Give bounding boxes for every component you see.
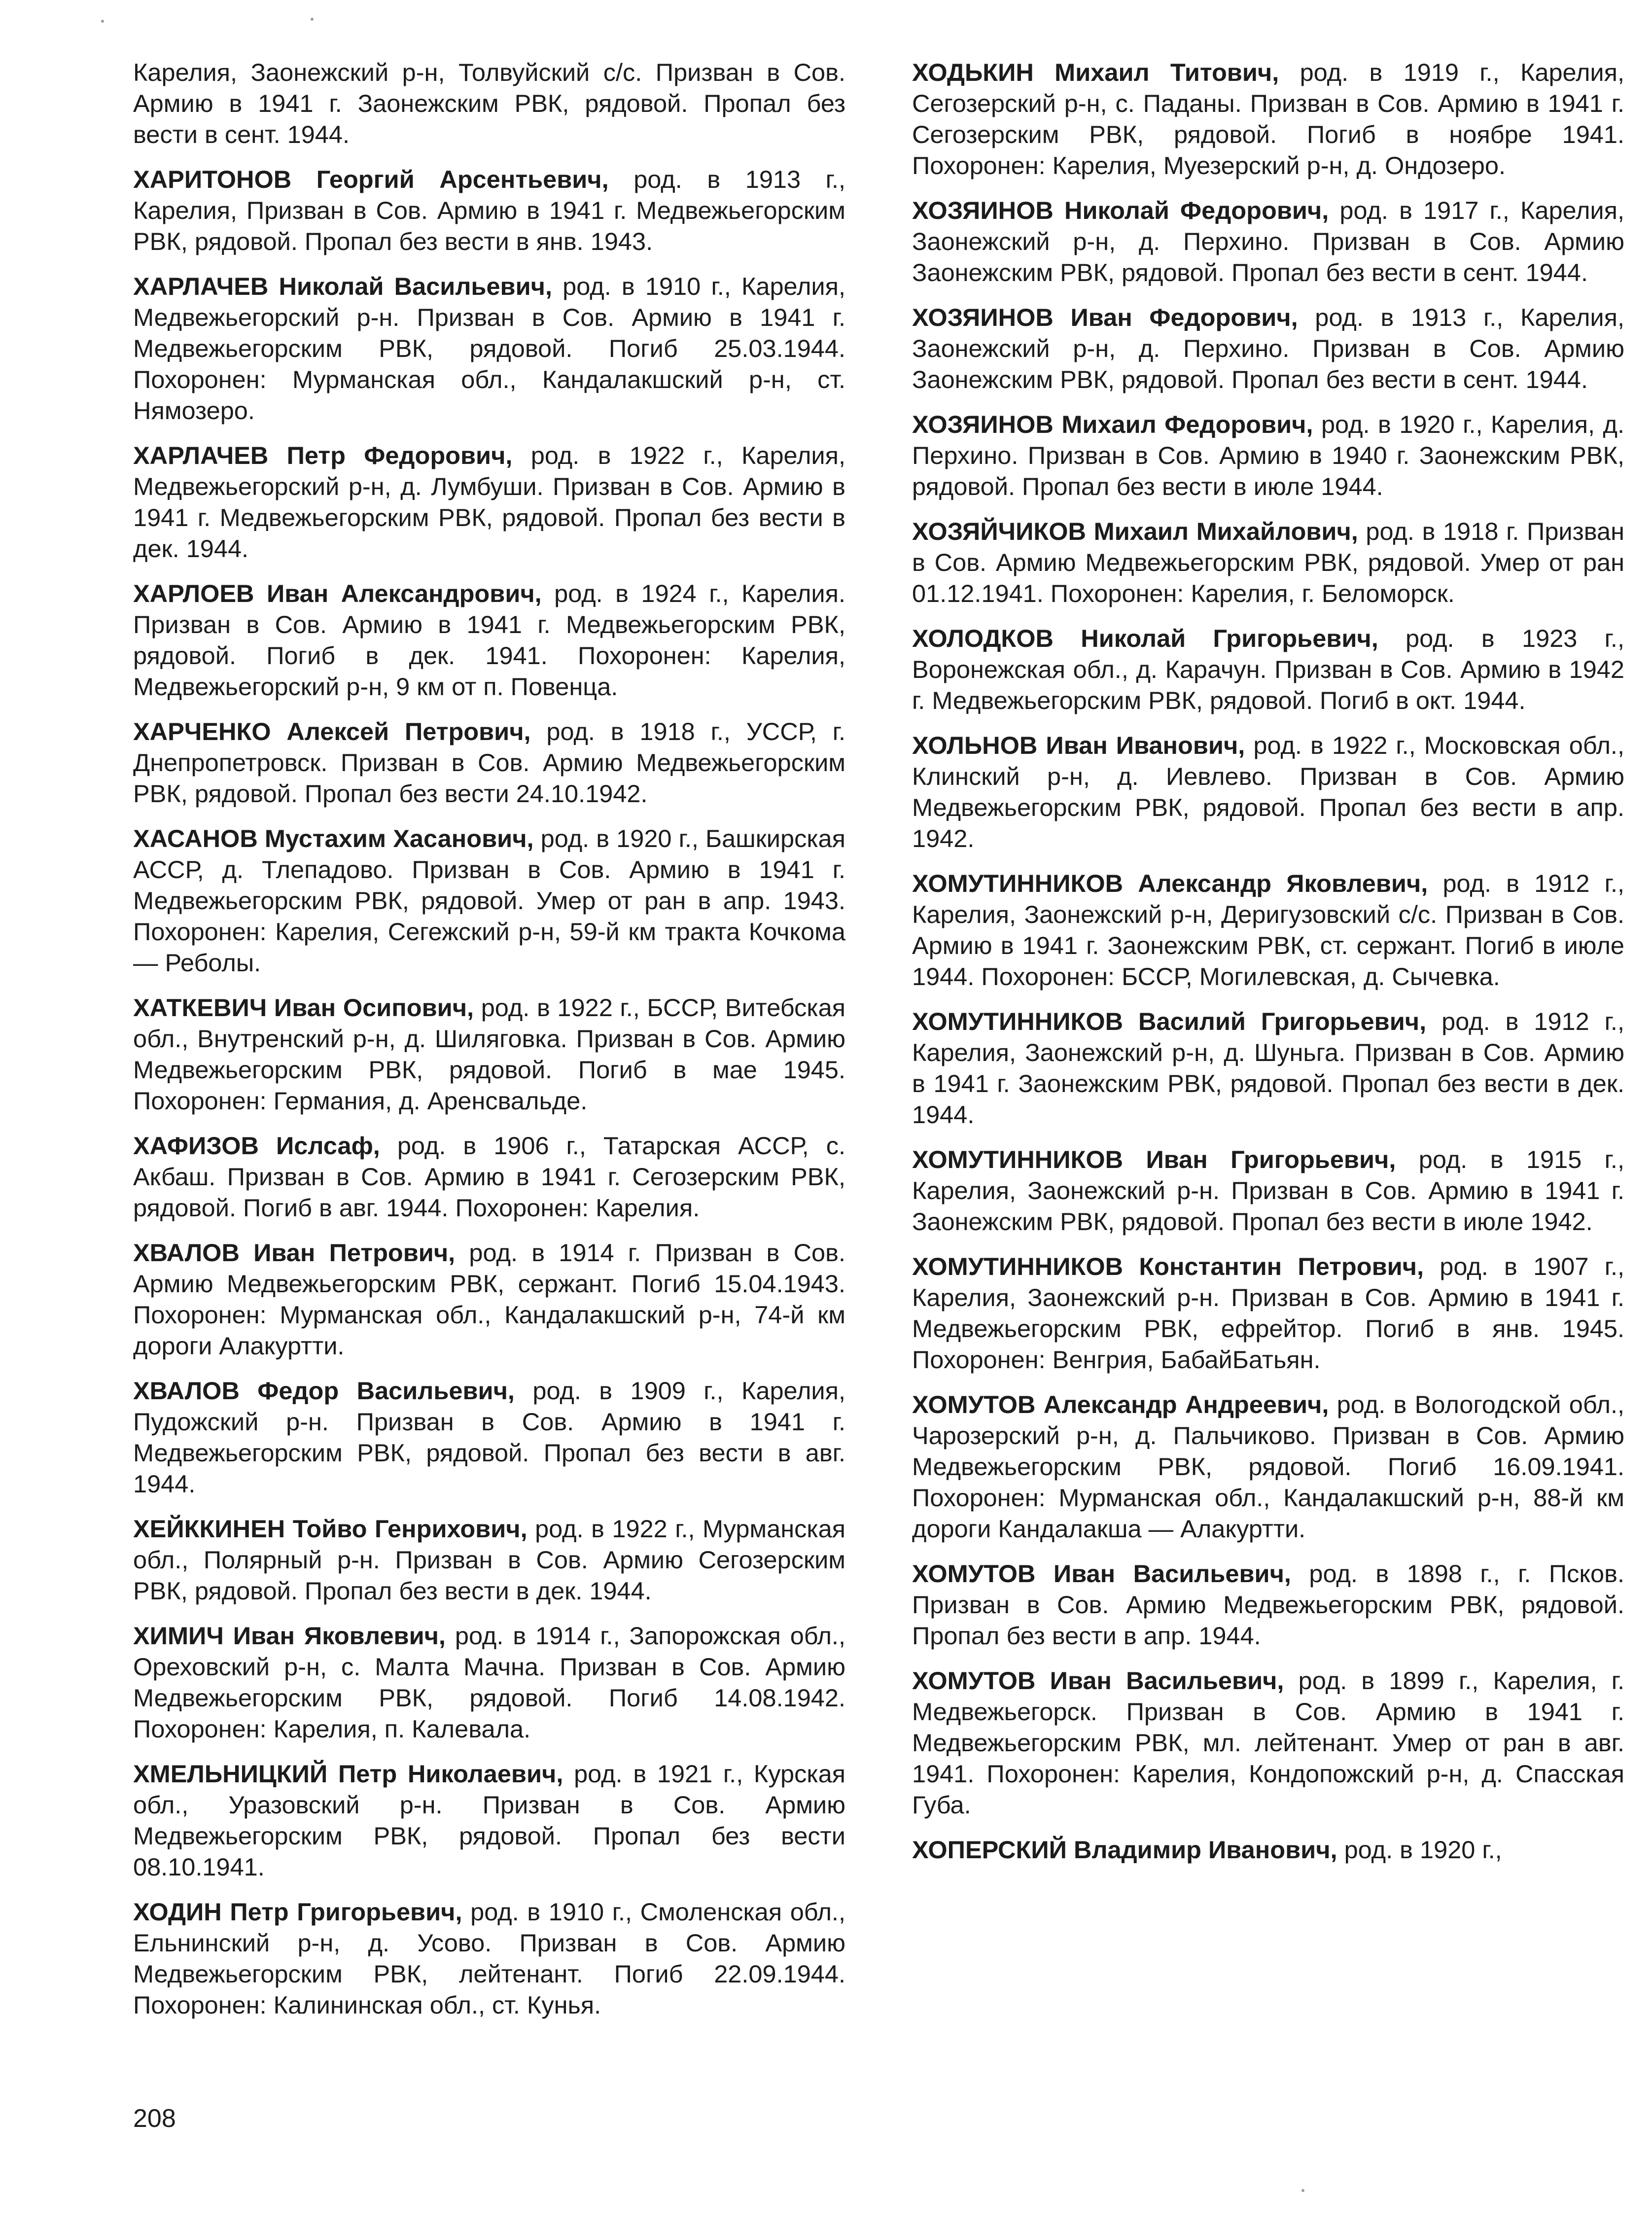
entry-text: род. в 1924 г., Карелия. Призван в Сов. Армию в 1941 г. Медвежьегорским РВК, рядовой. Погиб в дек. 1941. Похоронен: Карелия, Медвежьегорский р-н, 9 км от п. Повенца. — [133, 579, 845, 701]
entry-text: род. в 1914 г., Запорожская обл., Ореховский р-н, с. Малта Мачна. Призван в Сов. Армию Медвежьегорским РВК, рядовой. Погиб 14.08.1942. Похоронен: Карелия, п. Калевала. — [133, 1622, 845, 1743]
left-column — [133, 57, 845, 2034]
entry-name: ХМЕЛЬНИЦКИЙ Петр Николаевич, — [133, 1760, 563, 1788]
entry-text: род. в 1914 г. Призван в Сов. Армию Медвежьегорским РВК, сержант. Погиб 15.04.1943. Похоронен: Мурманская обл., Кандалакшский р-н, 74-й км дороги Алакуртти. — [133, 1238, 845, 1360]
entry-name: ХОЗЯИНОВ Михаил Федорович, — [912, 410, 1313, 438]
entry-name: ХОПЕРСКИЙ Владимир Иванович, — [912, 1836, 1337, 1864]
entry-text: род. в 1922 г., Мурманская обл., Полярный р-н. Призван в Сов. Армию Сегозерским РВК, рядовой. Пропал без вести в дек. 1944. — [133, 1515, 846, 1605]
entry-text: род. в 1919 г., Карелия, Сегозерский р-н, с. Паданы. Призван в Сов. Армию в 1941 г. Сегозерским РВК, рядовой. Погиб в ноябре 1941. Похоронен: Карелия, Муезерский р-н, д. Ондозеро. — [912, 58, 1624, 179]
memorial-entry — [133, 716, 845, 809]
memorial-entry — [133, 440, 845, 564]
entry-name: ХЕЙККИНЕН Тойво Генрихович, — [133, 1515, 527, 1543]
entry-name: ХОМУТИННИКОВ Александр Яковлевич, — [912, 869, 1428, 897]
memorial-entry — [912, 1144, 1624, 1237]
memorial-entry — [133, 164, 845, 257]
memorial-entry — [133, 578, 845, 702]
entry-name: ХОЗЯЙЧИКОВ Михаил Михайлович, — [912, 517, 1358, 545]
entry-name: ХАФИЗОВ Ислсаф, — [133, 1132, 380, 1160]
memorial-entry — [133, 57, 845, 150]
memorial-entry — [133, 1237, 845, 1361]
entry-text: род. в 1907 г., Карелия, Заонежский р-н. Призван в Сов. Армию в 1941 г. Медвежьегорским РВК, ефрейтор. Погиб в янв. 1945. Похоронен: Венгрия, БабайБатьян. — [912, 1252, 1625, 1374]
entry-text: род. в 1923 г., Воронежская обл., д. Карачун. Призван в Сов. Армию в 1942 г. Медвежьегорским РВК, рядовой. Погиб в окт. 1944. — [912, 624, 1624, 714]
entry-name: ХОМУТОВ Александр Андреевич, — [912, 1390, 1329, 1418]
entry-text: Карелия, Заонежский р-н, Толвуйский с/с. Призван в Сов. Армию в 1941 г. Заонежским РВК, рядовой. Пропал без вести в сент. 1944. — [133, 58, 845, 148]
scan-speck — [1301, 2189, 1304, 2192]
entry-text: род. в 1920 г., Башкирская АССР, д. Тлепадово. Призван в Сов. Армию в 1941 г. Медвежьегорским РВК, рядовой. Умер от ран в апр. 1943. Похоронен: Карелия, Сегежский р-н, 59-й км тракта Кочкома — Реболы. — [133, 824, 845, 977]
entry-name: ХОМУТОВ Иван Васильевич, — [912, 1559, 1291, 1588]
entry-name: ХАСАНОВ Мустахим Хасанович, — [133, 824, 534, 852]
right-column — [912, 57, 1624, 1879]
entry-text: род. в 1899 г., Карелия, г. Медвежьегорск. Призван в Сов. Армию в 1941 г. Медвежьегорским РВК, мл. лейтенант. Умер от ран в авг. 1941. Похоронен: Карелия, Кондопожский р-н, д. Спасская Губа. — [912, 1666, 1624, 1819]
entry-text: род. в 1909 г., Карелия, Пудожский р-н. Призван в Сов. Армию в 1941 г. Медвежьегорским РВК, рядовой. Пропал без вести в авг. 1944. — [133, 1377, 846, 1498]
memorial-entry — [912, 57, 1624, 181]
memorial-entry — [912, 730, 1624, 854]
entry-name: ХИМИЧ Иван Яковлевич, — [133, 1622, 446, 1650]
memorial-entry — [912, 1558, 1624, 1651]
entry-name: ХАРИТОНОВ Георгий Арсентьевич, — [133, 165, 609, 193]
memorial-entry — [133, 1620, 845, 1744]
entry-name: ХОЗЯИНОВ Иван Федорович, — [912, 303, 1298, 331]
memorial-entry — [133, 1896, 845, 2020]
entry-name: ХОЗЯИНОВ Николай Федорович, — [912, 196, 1329, 224]
entry-name: ХАРЛАЧЕВ Николай Васильевич, — [133, 272, 552, 300]
entry-text: род. в 1906 г., Татарская АССР, с. Акбаш. Призван в Сов. Армию в 1941 г. Сегозерским РВК, рядовой. Погиб в авг. 1944. Похоронен: Карелия. — [133, 1132, 845, 1222]
entry-name: ХВАЛОВ Федор Васильевич, — [133, 1377, 515, 1405]
scan-speck — [311, 18, 314, 21]
entry-text: род. в 1922 г., Карелия, Медвежьегорский р-н, д. Лумбуши. Призван в Сов. Армию в 1941 г. Медвежьегорским РВК, рядовой. Пропал без вести в дек. 1944. — [133, 441, 845, 563]
entry-text: род. в 1910 г., Смоленская обл., Ельнинский р-н, д. Усово. Призван в Сов. Армию Медвежьегорским РВК, лейтенант. Погиб 22.09.1944. Похоронен: Калининская обл., ст. Кунья. — [133, 1898, 845, 2019]
entry-text: род. в 1920 г., Карелия, д. Перхино. Призван в Сов. Армию в 1940 г. Заонежским РВК, рядовой. Пропал без вести в июле 1944. — [912, 410, 1624, 500]
entry-text: род. в 1922 г., БССР, Витебская обл., Внутренский р-н, д. Шиляговка. Призван в Сов. Армию Медвежьегорским РВК, рядовой. Погиб в мае 1945. Похоронен: Германия, д. Аренсвальде. — [133, 993, 845, 1115]
entry-text: род. в 1915 г., Карелия, Заонежский р-н. Призван в Сов. Армию в 1941 г. Заонежским РВК, рядовой. Пропал без вести в июле 1942. — [912, 1145, 1624, 1236]
entry-text: род. в 1912 г., Карелия, Заонежский р-н, Деригузовский с/с. Призван в Сов. Армию в 1941 г. Заонежским РВК, ст. сержант. Погиб в июле 1944. Похоронен: БССР, Могилевская, д. Сычевка. — [912, 869, 1625, 990]
memorial-entry — [912, 409, 1624, 502]
memorial-entry — [133, 823, 845, 978]
entry-text: род. в 1910 г., Карелия, Медвежьегорский р-н. Призван в Сов. Армию в 1941 г. Медвежьегорским РВК, рядовой. Погиб 25.03.1944. Похоронен: Мурманская обл., Кандалакшский р-н, ст. Нямозеро. — [133, 272, 846, 424]
memorial-entry — [912, 1665, 1624, 1820]
entry-name: ХОМУТИННИКОВ Василий Григорьевич, — [912, 1007, 1427, 1035]
page-number: 208 — [133, 2104, 176, 2133]
entry-name: ХОДИН Петр Григорьевич, — [133, 1898, 462, 1926]
entry-name: ХОМУТИННИКОВ Константин Петрович, — [912, 1252, 1424, 1280]
entry-text: род. в 1917 г., Карелия, Заонежский р-н, д. Перхино. Призван в Сов. Армию Заонежским РВК, рядовой. Пропал без вести в сент. 1944. — [912, 196, 1625, 286]
entry-text: род. в Вологодской обл., Чарозерский р-н, д. Пальчиково. Призван в Сов. Армию Медвежьегорским РВК, рядовой. Погиб 16.09.1941. Похоронен: Мурманская обл., Кандалакшский р-н, 88-й км дороги Кандалакша — Алакуртти. — [912, 1390, 1624, 1543]
memorial-entry — [912, 516, 1624, 609]
entry-name: ХОДЬКИН Михаил Титович, — [912, 58, 1279, 86]
memorial-entry — [133, 992, 845, 1116]
entry-text: род. в 1920 г., — [1337, 1836, 1502, 1864]
memorial-entry — [133, 1513, 845, 1606]
entry-name: ХАРЛАЧЕВ Петр Федорович, — [133, 441, 513, 469]
entry-name: ХОЛОДКОВ Николай Григорьевич, — [912, 624, 1378, 652]
entry-name: ХОЛЬНОВ Иван Иванович, — [912, 731, 1245, 759]
entry-text: род. в 1921 г., Курская обл., Уразовский р-н. Призван в Сов. Армию Медвежьегорским РВК, рядовой. Пропал без вести 08.10.1941. — [133, 1760, 845, 1881]
scan-speck — [101, 20, 104, 23]
entry-name: ХАРЛОЕВ Иван Александрович, — [133, 579, 542, 607]
entry-text: род. в 1912 г., Карелия, Заонежский р-н, д. Шуньга. Призван в Сов. Армию в 1941 г. Заонежским РВК, рядовой. Пропал без вести в дек. 1944. — [912, 1007, 1624, 1129]
entry-text: род. в 1918 г., УССР, г. Днепропетровск. Призван в Сов. Армию Медвежьегорским РВК, рядовой. Пропал без вести 24.10.1942. — [133, 717, 845, 808]
entry-text: род. в 1913 г., Карелия, Призван в Сов. Армию в 1941 г. Медвежьегорским РВК, рядовой. Пропал без вести в янв. 1943. — [133, 165, 845, 255]
memorial-entry — [133, 271, 845, 426]
memorial-entry — [133, 1130, 845, 1223]
entry-name: ХВАЛОВ Иван Петрович, — [133, 1238, 456, 1267]
entry-name: ХОМУТОВ Иван Васильевич, — [912, 1666, 1284, 1695]
memorial-entry — [912, 1251, 1624, 1375]
entry-text: род. в 1918 г. Призван в Сов. Армию Медвежьегорским РВК, рядовой. Умер от ран 01.12.1941. Похоронен: Карелия, г. Беломорск. — [912, 517, 1624, 607]
entry-text: род. в 1922 г., Московская обл., Клинский р-н, д. Иевлево. Призван в Сов. Армию Медвежьегорским РВК, рядовой. Пропал без вести в апр. 1942. — [912, 731, 1624, 852]
entry-text: род. в 1913 г., Карелия, Заонежский р-н, д. Перхино. Призван в Сов. Армию Заонежским РВК, рядовой. Пропал без вести в сент. 1944. — [912, 303, 1624, 393]
memorial-entry — [912, 868, 1624, 992]
entry-name: ХАТКЕВИЧ Иван Осипович, — [133, 993, 474, 1022]
entry-text: род. в 1898 г., г. Псков. Призван в Сов. Армию Медвежьегорским РВК, рядовой. Пропал без вести в апр. 1944. — [912, 1559, 1624, 1650]
memorial-entry — [133, 1758, 845, 1882]
memorial-entry — [912, 302, 1624, 395]
entry-name: ХОМУТИННИКОВ Иван Григорьевич, — [912, 1145, 1396, 1173]
memorial-entry — [912, 1834, 1624, 1865]
memorial-entry — [912, 1006, 1624, 1130]
entry-name: ХАРЧЕНКО Алексей Петрович, — [133, 717, 531, 745]
memorial-entry — [133, 1375, 845, 1499]
memorial-entry — [912, 1389, 1624, 1544]
memorial-entry — [912, 623, 1624, 716]
memorial-entry — [912, 195, 1624, 288]
